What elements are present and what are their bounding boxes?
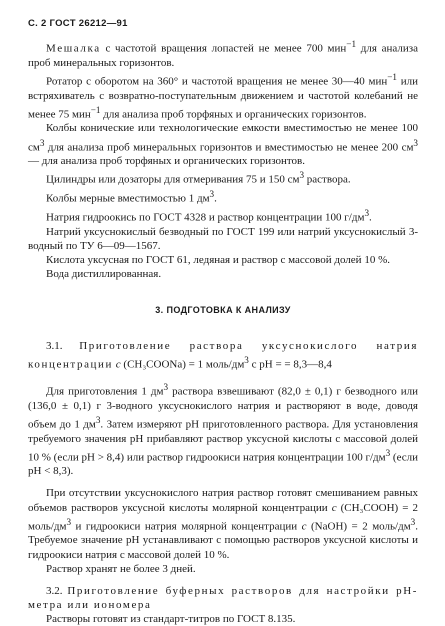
paragraph-stirrer: Мешалка с частотой вращения лопастей не менее 700 мин$^{-1}$ для анализа проб минеральных горизонтов. [28,39,418,69]
paragraph-storage: Раствор хранят не более 3 дней. [46,562,196,575]
paragraph-water: Вода дистиллированная. [46,267,162,280]
paragraph-alternative: При отсутствии уксуснокислого натрия раствор готовят смешиванием равных объемов растворов уксусной кислоты молярной концентрации c (CH₃COOH) = 2 моль/$дм^3$ и гидроокиси натрия молярной концентрации c (NaOH) = 2 моль/$дм^3$. Требуемое значение pH устанавливают с помощью растворов уксусной кислоты и гидроокиси натрия с массовой долей 10 %. [28,487,418,561]
paragraph-cylinders: Цилиндры или дозаторы для отмеривания 75 и 150 $см^3$ раствора. [46,170,351,187]
paragraph-preparation: Для приготовления 1 $дм^3$ раствора взвешивают (82,0 ± 0,1) г безводного или (136,0 ± 0,1) г 3-водного уксуснокислого натрия и растворяют в воде, доводя объем до 1 $дм^3$. Затем измеряют pH приготовленного раствора. Для установления требуемого значения pH прибавляют раствор уксусной кислоты с массовой долей 10 % (если pH > 8,4) или раствор гидроокиси натрия концентрации 100 $г/дм^3$ (если pH < 8,3). [28,381,419,478]
paragraph-sodium-acetate: Натрий уксуснокислый безводный по ГОСТ 199 или натрий уксуснокислый 3-водный по ТУ 6—09—1567. [28,225,418,252]
paragraph-acetic-acid: Кислота уксусная по ГОСТ 61, ледяная и раствор с массовой долей 10 %. [46,253,390,266]
paragraph-flasks: Колбы конические или технологические емкости вместимостью не менее 100 $см^3$ для анализа проб минеральных горизонтов и вместимостью не менее 200 $см^3$ — для анализа проб торфяных и органических горизонтов. [28,122,418,168]
document-body [28,37,418,626]
clause-3-2-heading: 3.2. Приготовление буферных растворов для настройки pH-метра или иономера [28,584,419,611]
section-title: 3. ПОДГОТОВКА К АНАЛИЗУ [155,305,291,315]
paragraph-rotator: Ротатор с оборотом на 360° и частотой вращения не менее 30—40 мин$^{-1}$ или встряхиватель с возвратно-поступательным движением и частотой колебаний не менее 75 мин$^{-1}$ для анализа проб торфяных и органических горизонтов. [28,71,418,121]
paragraph-volumetric-flasks: Колбы мерные вместимостью 1 $дм^3$. [46,189,217,205]
page-header: С. 2 ГОСТ 26212—91 [28,18,128,29]
paragraph-standard-titres: Растворы готовят из стандарт-титров по ГОСТ 8.135. [46,612,296,625]
clause-3-1-heading: 3.1. Приготовление раствора уксуснокислого натрия концентрации c (CH₃COONa) = 1 моль/$дм^3$ с pH = = 8,3—8,4 [28,340,418,371]
paragraph-sodium-hydroxide: Натрия гидроокись по ГОСТ 4328 и раствор концентрации 100 $г/дм^3$. [46,207,372,224]
